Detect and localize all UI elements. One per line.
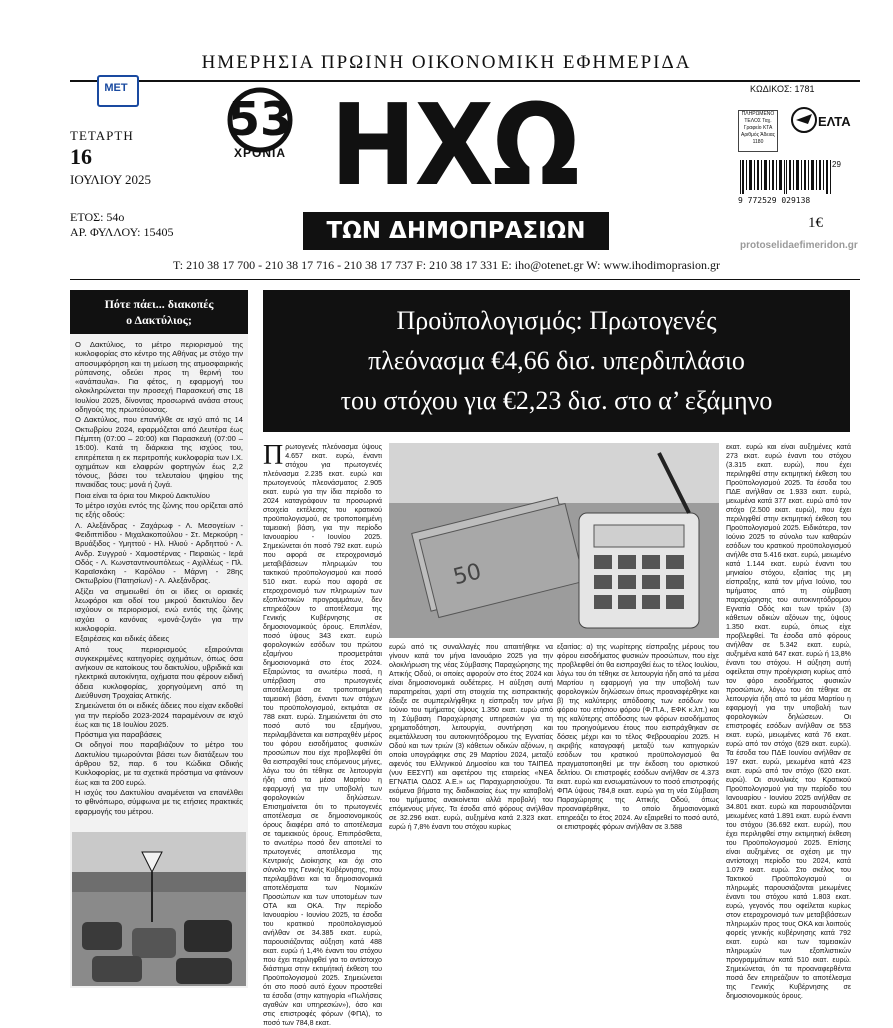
anniversary-number: 53 [227, 92, 292, 146]
banknotes-calculator-icon [389, 443, 719, 638]
sidebar-title [70, 290, 248, 334]
met-logo [92, 75, 140, 113]
weekday: ΤΕΤΑΡΤΗ [70, 128, 134, 143]
article-column-2 [389, 643, 553, 988]
sidebar-paragraph: Λ. Αλεξάνδρας - Ζαχάρωφ - Λ. Μεσογείων - Φειδιππίδου - Μιχαλακοπούλου - Στ. Μερκούρη - Βρυάξιδος - Υμηττού - Ηλ. Ηλιού - Αρδηττού - Λ. Ανδρ. Συγγρού - Χαμοστέρνας - Πειραιώς - Ιερά Οδός - Λ. Κωνσταντινουπόλεως - Αχιλλέως - Πλ. Καραϊσκάκη - Καρόλου - Μάρνη - 28ης Οκτωβρίου (Πατησίων) - Λ. Αλεξάνδρας. [75, 520, 243, 586]
contact-rule [70, 279, 860, 280]
sidebar-paragraph: Ο Δακτύλιος, το μέτρο περιορισμού της κυκλοφορίας στο κέντρο της Αθήνας με στόχο την αποσυμφόρηση και τη μείωση της ατμοσφαιρικής ρύπανσης, οδεύει προς τη θερινή του «ανάπαυλα». Για φέτος, η εφαρμογή του ολοκληρώνεται την προσεχή Παρασκευή στις 18 Ιουλίου 2025, δίνοντας προσωρινά ανάσα στους οδηγούς της πρωτεύουσας. [75, 340, 243, 415]
site-watermark: protoselidaefimeridon.gr [740, 240, 858, 251]
sidebar-title-line1: Πότε πάει... διακοπές [104, 297, 214, 311]
barcode-icon [738, 160, 838, 194]
postage-paid-box: ΠΛΗΡΩΜΕΝΟ ΤΕΛΟΣ Ταχ. Γραφείο ΚΤΑ Αριθμός Άδειας 1180 [738, 110, 778, 152]
article-text: ευρώ από τις συναλλαγές που απαιτήθηκε να γίνουν κατά τον μήνα Ιανουάριο 2025 για την ολοκλήρωση της νέας Σύμβασης Παραχώρησης της Αττικής Οδού, οι οποίες αφορούν στο έτος 2024 και είναι δημοσιονομικά ουδέτερες. Η αύξηση αυτή παρατηρείται, χαρτί στη στοιχεία της εισπρακτικής έδειξε σε συμπεριλήφθηκε η είσπραξη τον μήνα Ιούνιο του τιμήματος ύψους 1.350 εκατ. ευρώ από τη Σύμβαση Παραχώρησης υπηρεσιών για τη χρηματοδότηση, λειτουργία, συντήρηση και εκμετάλλευση του αυτοκινητόδρομου της Εγνατίας Οδού και των τριών (3) κάθετων οδικών αξόνων, η οποία υπογράφηκε στις 29 Μαρτίου 2024, μεταξύ αφενός του Ελληνικού Δημοσίου και του ΤΑΙΠΕΔ (νυν ΕΕΣΥΠ) και αφετέρου της εταιρείας «ΝΕΑ ΕΓΝΑΤΙΑ ΟΔΟΣ Α.Ε.» ως Παραχωρησιούχου. Τα εκόμενα βήματα της διαδικασίας έως την καταβολή του τιμήματος ανακοίνεται αλλά προβολή του επόμενους μήνες. Τα έσοδα από φόρους ανήλθαν σε 32.296 εκατ. ευρώ, αυξημένα κατά 2.323 εκατ. ευρώ ή 7,8% έναντι του στόχου κυρίως [389, 643, 553, 831]
contact-line: T: 210 38 17 700 - 210 38 17 716 - 210 38 17 737 F: 210 38 17 331 E: iho@otenet.gr W: www.ihodimoprasion.gr [173, 258, 720, 272]
price: 1€ [808, 215, 823, 231]
product-code: ΚΩΔΙΚΟΣ: 1781 [750, 84, 815, 94]
article-column-4 [726, 443, 851, 1000]
year-label: ΕΤΟΣ: 54ο [70, 210, 125, 224]
article-text: εξαιτίας: α) της νωρίτερης είσπραξης μέρους του φόρου εισοδήματος φυσικών προσώπων, που είχε προβλεφθεί ότι θα εισπραχθεί έως το τέλος Ιουλίου, λόγω του ότι τέθηκε σε λειτουργία ήδη από τα μέσα Μαρτίου η εφαρμογή για την υποβολή των φορολογικών δηλώσεων όπως προαναφέρθηκε και β) της καλύτερης απόδοσης των εσόδων του φόρου του ετήσιου φόρου (Φ.Π.Α., ΕΦΚ κ.λπ.) και της καλύτερης απόδοσης των φόρων εισοδήματος του προηγούμενου έτους που εισπράχθηκαν σε δόσεις μέχρι και το τέλος Φεβρουαρίου 2025. Η ακριβής καταγραφή μεταξύ των κατηγοριών εσόδων του κρατικού προϋπολογισμού θα πραγματοποιηθεί με την έκδοση του οριστικού δελτίου. Οι επιστροφές εσόδων ανήλθαν σε 4.373 εκατ. ευρώ και ενσωματώνουν το ποσό επιστροφής ΦΠΑ ύψους 784,8 εκατ. ευρώ για τη νέα Σύμβαση Παραχώρησης της Αττικής Οδού, όπως προαναφέρθηκε, το οποίο δημοσιονομικά επηρεάζει το έτος 2024. Αν εξαιρεθεί το ποσό αυτό, οι επιστροφές φόρων ανήλθαν σε 3.588 [557, 643, 719, 831]
dropcap: Π [263, 440, 284, 471]
masthead-subtitle: ΤΩΝ ΔΗΜΟΠΡΑΣΙΩΝ [303, 212, 609, 250]
met-logo-text: ΜΕΤ [104, 82, 128, 94]
sidebar-body [75, 340, 243, 817]
sidebar-paragraph: Το μέτρο ισχύει εντός της ζώνης που ορίζεται από τις εξής οδούς: [75, 501, 243, 520]
barcode [738, 160, 838, 194]
sidebar-subhead: Ποια είναι τα όρια του Μικρού Δακτυλίου [75, 490, 210, 500]
month-year: ΙΟΥΛΙΟΥ 2025 [70, 172, 151, 187]
sidebar-subhead: Εξαιρέσεις και ειδικές άδειες [75, 634, 170, 644]
day-number: 16 [70, 144, 92, 169]
elta-text: ΕΛΤΑ [818, 114, 851, 129]
money-calculator-photo [389, 443, 719, 638]
barcode-number: 9 772529 029138 [738, 196, 811, 205]
headline-line-2: πλεόνασμα €4,66 δισ. υπερδιπλάσιο [368, 346, 745, 375]
svg-text:50: 50 [450, 559, 484, 591]
headline-line-1: Προϋπολογισμός: Πρωτογενές [396, 306, 717, 335]
sidebar-paragraph: Από τους περιορισμούς εξαιρούνται συγκεκριμένες κατηγορίες οχημάτων, όπως όσα ανήκουν σε κατοίκους του δακτυλίου, υβριδικά και ηλεκτρικά αυτοκίνητα, οχήματα που φέρουν ειδική άδεια κυκλοφορίας, χορηγούμενη από τη Διεύθυνση Τροχαίας Αττικής. [75, 644, 243, 700]
article-text: εκατ. ευρώ και είναι αυξημένες κατά 273 εκατ. ευρώ έναντι του στόχου (3.315 εκατ. ευρώ), που έχει περιληφθεί στην εκτιμητική έκθεση του Προϋπολογισμού 2025. Τα έσοδα του ΠΔΕ ανήλθαν σε 1.933 εκατ. ευρώ, μειωμένα κατά 377 εκατ. ευρώ από τον στόχο (2.500 εκατ. ευρώ), που έχει περιληφθεί στην εκτιμητική έκθεση του Προϋπολογισμού 2025. Ειδικότερα, τον Ιούνιο 2025 το σύνολο των καθαρών εσόδων του κρατικού προϋπολογισμού ανήλθε στα 5.416 εκατ. ευρώ, μειωμένο κατά 1.144 εκατ. ευρώ έναντι του μηνιαίου στόχου, εξαιτίας της μη είσπραξης, κατά τον μήνα Ιούνιο, του τιμήματος από τη σύμβαση παραχώρησης του αυτοκινητόδρομου Εγνατία Οδός και των τριών (3) κάθετων οδικών αξόνων της, ύψους 1.350 εκατ. ευρώ, όπως είχε προβλεφθεί. Τα έσοδα από φόρους ανήλθαν σε 5.342 εκατ. ευρώ, αυξημένα κατά 647 εκατ. ευρώ ή 13,8% έναντι του στόχου. Η αύξηση αυτή οφείλεται στην προέγκριση κυρίως από τον φόρο εισοδήματος φυσικών προσώπων, λόγω του ότι τέθηκε σε λειτουργία ήδη από τα μέσα Μαρτίου η εφαρμογή για την υποβολή των φορολογικών δηλώσεων. Οι επιστροφές εσόδων ανήλθαν σε 553 εκατ. ευρώ, μειωμένες κατά 76 εκατ. ευρώ από τον στόχο (629 εκατ. ευρώ). Τα έσοδα του ΠΔΕ Ιουνίου ανήλθαν σε 197 εκατ. ευρώ, μειωμένα κατά 423 εκατ. ευρώ από τον στόχο (620 εκατ. ευρώ). Οι συνολικές του Κρατικού Προϋπολογισμού για την περίοδο του Ιανουαρίου - Ιουνίου 2025 ανήλθαν σε 34.801 εκατ. ευρώ και παρουσιάζονται μειωμένες κατά 1.891 εκατ. ευρώ έναντι του στόχου (36.692 εκατ. ευρώ), που έχει περιληφθεί στην εκτιμητική έκθεση του Προϋπολογισμού 2025. Επίσης είναι αυξημένες σε σχέση με την αντίστοιχη περίοδο του 2024, κατά 1.079 εκατ. ευρώ. Στο σκέλος του Τακτικού Προϋπολογισμού οι πληρωμές παρουσιάζονται μειωμένες έναντι του στόχου κατά 1.803 εκατ. ευρώ, γεγονός που οφείλεται κυρίως στον ετεροχρονισμό των μεταβιβάσεων πληρωμών προς τους ΟΚΑ και λοιπούς φορείς γενικής κυβέρνησης κατά 792 εκατ. ευρώ και των ταμειακών πληρωμών των εξοπλιστικών προγραμμάτων κατά 510 εκατ. ευρώ. Σημειώνεται, ότι τα προαναφερθέντα ποσά δεν επηρεάζουν το αποτέλεσμα της Γενικής Κυβέρνησης σε δημοσιονομικούς όρους. [726, 443, 851, 1000]
lead-headline [263, 290, 850, 432]
masthead-title: ΗΧΩ [330, 81, 578, 211]
article-column-3 [557, 643, 719, 988]
traffic-photo [72, 832, 246, 986]
sidebar-article [70, 290, 248, 988]
article-column-1 [263, 440, 382, 1027]
article-text: ρωτογενές πλεόνασμα ύψους 4.657 εκατ. ευρώ, έναντι στόχου για πρωτογενές πλεόνασμα 2.235 εκατ. ευρώ και πρωτογενούς πλεονάσματος 2.905 εκατ. ευρώ για την ίδια περίοδο το 2024 καταγράφουν τα προσωρινά στοιχεία εκτέλεσης του κρατικού προϋπολογισμού, σε τροποποιημένη ταμειακή βάση, για την περίοδο Ιανουαρίου - Ιουνίου 2025. Σημειώνεται ότι ποσό 792 εκατ. ευρώ που αφορά σε ετεροχρονισμό μεταβιβάσεων πληρωμών του τακτικού προϋπολογισμού και ποσό 510 εκατ. ευρώ που αφορά σε ετεροχρονισμό των πληρωμών των εξοπλιστικών προγραμμάτων, δεν επηρεάζουν το αποτέλεσμα της Γενικής Κυβέρνησης σε δημοσιονομικούς όρους. Επιπλέον, ποσό ύψους 343 εκατ. ευρώ φορολογικών εσόδων του πρώτου εξαμήνου προσμετράται δημοσιονομικά στο έτος 2024. Εξαιρώντας τα ανωτέρω ποσά, η υπέρβαση στο πρωτογενές αποτέλεσμα σε τροποποιημένη ταμειακή βάση, έναντι των στόχων του προϋπολογισμού, εκτιμάται σε 788 εκατ. ευρώ. Σημειώνεται ότι στο ποσό αυτό του εξαμήνου, περιλαμβάνεται και εισπραχθέν μέρος του φόρου εισοδήματος φυσικών προσώπων που είχε προβλεφθεί ότι θα εισπραχθεί τους επόμενους μήνες, λόγω του ότι τέθηκε σε λειτουργία ήδη από τα μέσα Μαρτίου η εφαρμογή για την υποβολή των φορολογικών δηλώσεων. Επισημαίνεται ότι το πρωτογενές αποτέλεσμα σε δημοσιονομικούς όρους διαφέρει από το αποτέλεσμα σε ταμειακούς όρους. Επιπρόσθετα, το ανωτέρω ποσό δεν αποτελεί το πρωτογενές αποτέλεσμα της Κεντρικής Διοίκησης και όχι στο σύνολο της Γενικής Κυβέρνησης, που περιλαμβάνει και τα δημοσιονομικά αποτελέσματα των Νομικών Προσώπων και των υποτομέων των ΟΤΑ και ΟΚΑ. Την περίοδο Ιανουαρίου - Ιουνίου 2025, τα έσοδα του κρατικού προϋπολογισμού ανήλθαν σε 34.385 εκατ. ευρώ, παρουσιάζοντας αύξηση κατά 488 εκατ. ευρώ ή 1,4% έναντι του στόχου που έχει περιληφθεί για το αντίστοιχο διάστημα στην εκτιμήτική έκθεση του Προϋπολογισμού 2025. Σημειώνεται ότι στο ποσό αυτό έχουν προστεθεί τα έσοδα (στην κατηγορία «Πωλήσεις αγαθών και υπηρεσιών»), όσο και στις επιστροφές φόρων (ΦΠΑ), το ποσό των 784,8 εκατ. [263, 443, 382, 1027]
anniversary-label: ΧΡΟΝΙΑ [233, 146, 286, 160]
barcode-side-number: 29 [832, 160, 841, 169]
sidebar-title-line2: ο Δακτύλιος; [126, 313, 192, 327]
newspaper-tagline: ΗΜΕΡΗΣΙΑ ΠΡΩΙΝΗ ΟΙΚΟΝΟΜΙΚΗ ΕΦΗΜΕΡΙΔΑ [201, 52, 692, 73]
sidebar-paragraph: Οι οδηγοί που παραβιάζουν το μέτρο του Δακτυλίου τιμωρούνται βάσει των διατάξεων του άρθρου 52, παρ. 6 του Κώδικα Οδικής Κυκλοφορίας, με τα σχετικά πρόστιμα να φτάνουν έως και τα 200 ευρώ. [75, 740, 243, 787]
sidebar-paragraph: Αξίζει να σημειωθεί ότι οι ίδιες οι οριακές λεωφόροι και οδοί του μικρού δακτυλίου δεν ισχύουν οι περιορισμοί, ενώ εντός της ζώνης ισχύει ο κανόνας «μονά-ζυγά» για την κυκλοφορία. [75, 586, 243, 633]
elta-logo [790, 102, 852, 142]
headline-line-3: του στόχου για €2,23 δισ. στο α’ εξάμηνο [340, 386, 773, 415]
anniversary-badge [222, 88, 298, 164]
sidebar-subhead: Πρόστιμα για παραβάσεις [75, 730, 162, 740]
issue-label: ΑΡ. ΦΥΛΛΟΥ: 15405 [70, 225, 174, 239]
sidebar-paragraph: Σημειώνεται ότι οι ειδικές άδειες που είχαν εκδοθεί για την περίοδο 2023-2024 παραμένουν σε ισχύ έως και τις 18 Ιουλίου 2025. [75, 701, 243, 729]
sidebar-paragraph: Η ισχύς του Δακτυλίου αναμένεται να επανέλθει το φθινόπωρο, σύμφωνα με τις ετήσιες πρακτικές εφαρμογής του μέτρου. [75, 787, 243, 816]
traffic-scene-icon [72, 832, 246, 986]
sidebar-paragraph: Ο Δακτύλιος, που επανήλθε σε ισχύ από τις 14 Οκτωβρίου 2024, εφαρμόζεται από Δευτέρα έως Πέμπτη (07:00 – 20:00) και Παρασκευή (07:00 – 15:00). Κατά τη διάρκεια της ισχύος του, επιτρέπεται η εκ περιτροπής κυκλοφορία των Ι.Χ. οχημάτων και ελαφρών φορτηγών έως 2,2 τόνους, βάσει του τελευταίου ψηφίου της πινακίδας τους: μονά ή ζυγά. [75, 415, 243, 490]
